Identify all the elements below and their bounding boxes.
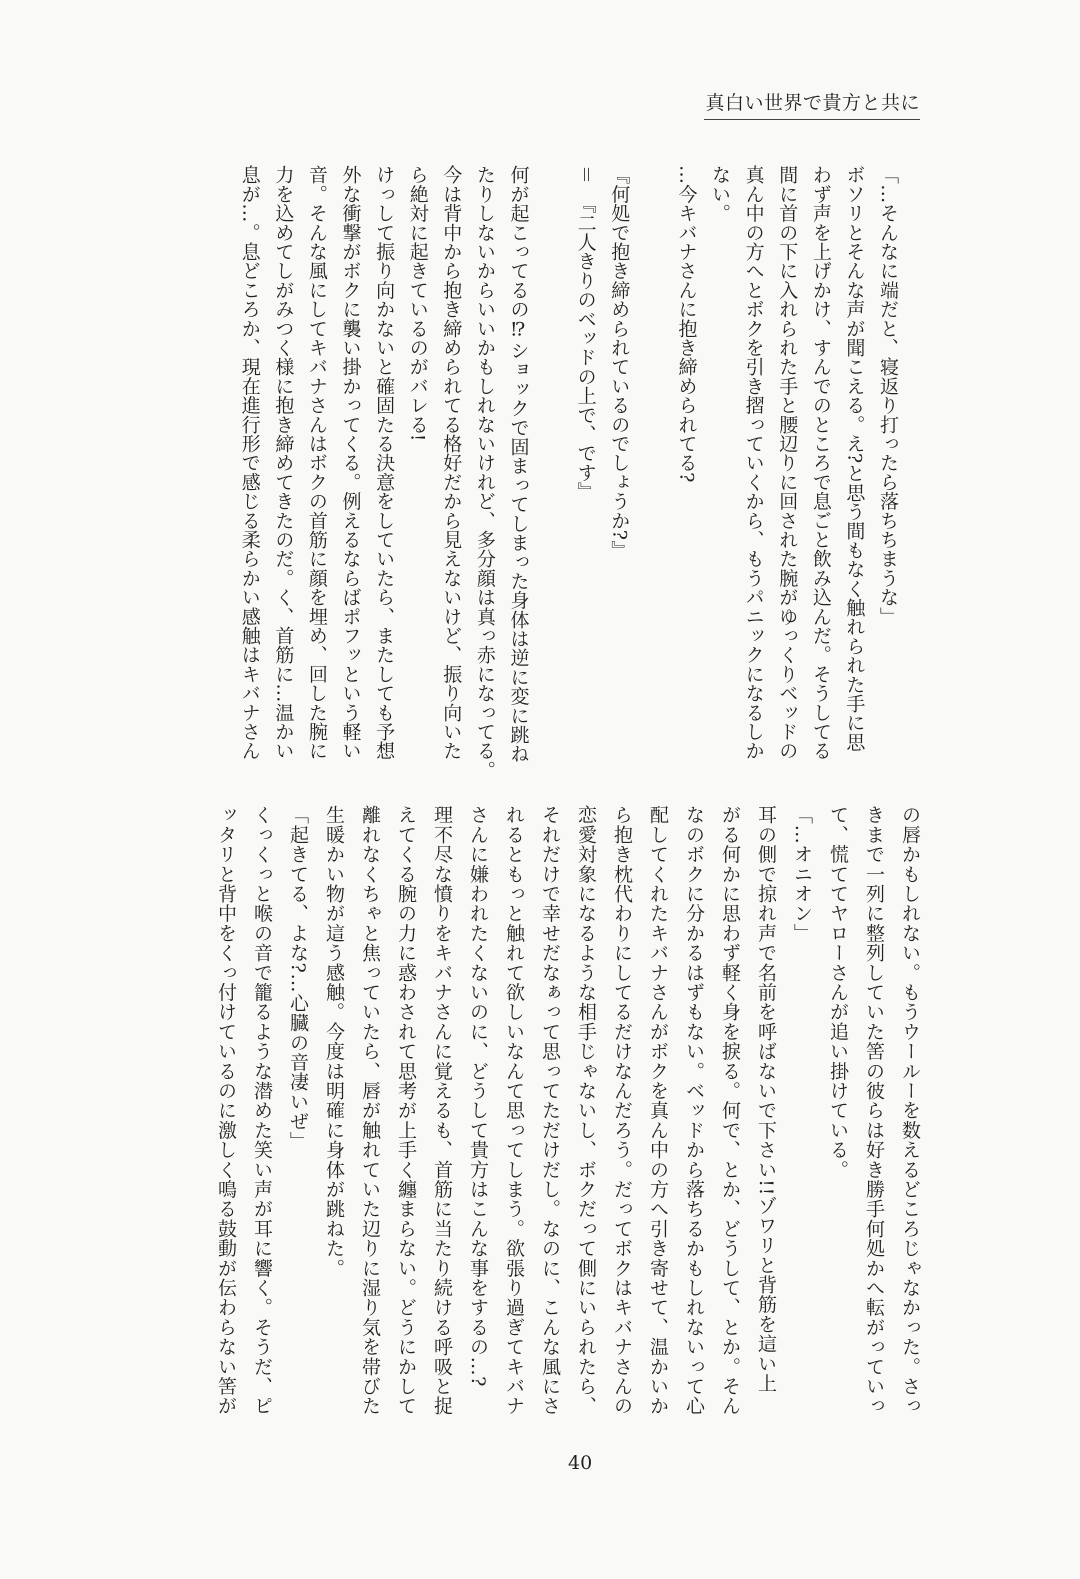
text-line: わず声を上げかけ、すんでのところで息ごと飲み込んだ。そうしてる xyxy=(809,165,832,761)
text-line xyxy=(635,165,669,779)
text-block-lower xyxy=(208,805,928,1416)
text-line: ッタリと背中をくっ付けているのに激しく鳴る鼓動が伝わらない筈が xyxy=(215,805,237,1416)
text-line: 息が…。息どころか、現在進行形で感じる柔らかい感触はキバナさん xyxy=(238,165,261,761)
text-line: けっして振り向かないと確固たる決意をしていたら、またしても予想 xyxy=(373,165,396,761)
text-line xyxy=(534,165,568,779)
text-line: きまで一列に整列していた筈の彼らは好き勝手何処かへ転がっていっ xyxy=(863,805,885,1416)
text-line: さんに嫌われたくないのに、どうして貴方はこんな事をするの…? xyxy=(467,805,489,1388)
text-line: それだけで幸せだなぁって思ってただけだし。なのに、こんな風にさ xyxy=(539,805,561,1416)
text-line: 離れなくちゃと焦っていたら、唇が触れていた辺りに湿り気を帯びた xyxy=(359,805,381,1416)
text-line: 間に首の下に入れられた手と腰辺りに回された腕がゆっくりベッドの xyxy=(776,165,799,761)
text-line: 今は背中から抱き締められてる格好だから見えないけど、振り向いた xyxy=(440,165,463,761)
text-line: 何が起こってるの⁉ショックで固まってしまった身体は逆に変に跳ね xyxy=(507,165,530,764)
text-line: の唇かもしれない。もうウールーを数えるどころじゃなかった。さっ xyxy=(899,805,921,1416)
text-line: なのボクに分かるはずもない。ベッドから落ちるかもしれないって心 xyxy=(683,805,705,1416)
text-line: て、慌ててヤローさんが追い掛けている。 xyxy=(827,805,849,1180)
text-line: 真ん中の方へとボクを引き摺っていくから、もうパニックになるしか xyxy=(742,165,765,761)
page-number: 40 xyxy=(568,1452,593,1474)
text-line: たりしないからいいかもしれないけれど、多分顔は真っ赤になってる。 xyxy=(473,165,496,780)
text-block-upper xyxy=(232,165,904,779)
text-line: ＝ 『二人きりのベッドの上で、です』 xyxy=(574,165,597,502)
text-line: 配してくれたキバナさんがボクを真ん中の方へ引き寄せて、温かいか xyxy=(647,805,669,1416)
text-line: 力を込めてしがみつく様に抱き締めてきたのだ。く、首筋に…温かい xyxy=(272,165,295,761)
text-line: 耳の側で掠れ声で名前を呼ばないで下さい!!ゾワリと背筋を這い上 xyxy=(755,805,777,1393)
text-line: くっくっと喉の音で籠るような潜めた笑い声が耳に響く。そうだ、ピ xyxy=(251,805,273,1416)
text-line: 理不尽な憤りをキバナさんに覚えるも、首筋に当たり続ける呼吸と捉 xyxy=(431,805,453,1416)
text-line: ら抱き枕代わりにしてるだけなんだろう。だってボクはキバナさんの xyxy=(611,805,633,1416)
text-line: がる何かに思わず軽く身を捩る。何で、とか、どうして、とか。そん xyxy=(719,805,741,1416)
text-line: えてくる腕の力に惑わされて思考が上手く纏まらない。どうにかして xyxy=(395,805,417,1416)
text-line: ボソリとそんな声が聞こえる。え?と思う間もなく触れられた手に思 xyxy=(843,165,866,752)
text-line: 『何処で抱き締められているのでしょうか?』 xyxy=(608,165,631,560)
text-line: ら絶対に起きているのがバレる! xyxy=(406,165,429,442)
text-line: 恋愛対象になるような相手じゃないし、ボクだって側にいられたら、 xyxy=(575,805,597,1416)
running-header: 真白い世界で貴方と共に xyxy=(704,88,920,120)
text-line: れるともっと触れて欲しいなんて思ってしまう。欲張り過ぎてキバナ xyxy=(503,805,525,1416)
text-line: 「…オニオン」 xyxy=(791,805,813,943)
text-line: 音。そんな風にしてキバナさんはボクの首筋に顔を埋め、回した腕に xyxy=(305,165,328,761)
text-line: 「起きてる、よな?…心臓の音凄いぜ」 xyxy=(287,805,309,1151)
text-line: ない。 xyxy=(709,165,732,223)
text-line: 生暖かい物が這う感触。今度は明確に身体が跳ねた。 xyxy=(323,805,345,1278)
text-line: …今キバナさんに抱き締められてる? xyxy=(675,165,698,483)
text-line: 外な衝撃がボクに襲い掛かってくる。例えるならばポフッという軽い xyxy=(339,165,362,761)
text-line: 「…そんなに端だと、寝返り打ったら落ちちまうな」 xyxy=(877,165,899,626)
